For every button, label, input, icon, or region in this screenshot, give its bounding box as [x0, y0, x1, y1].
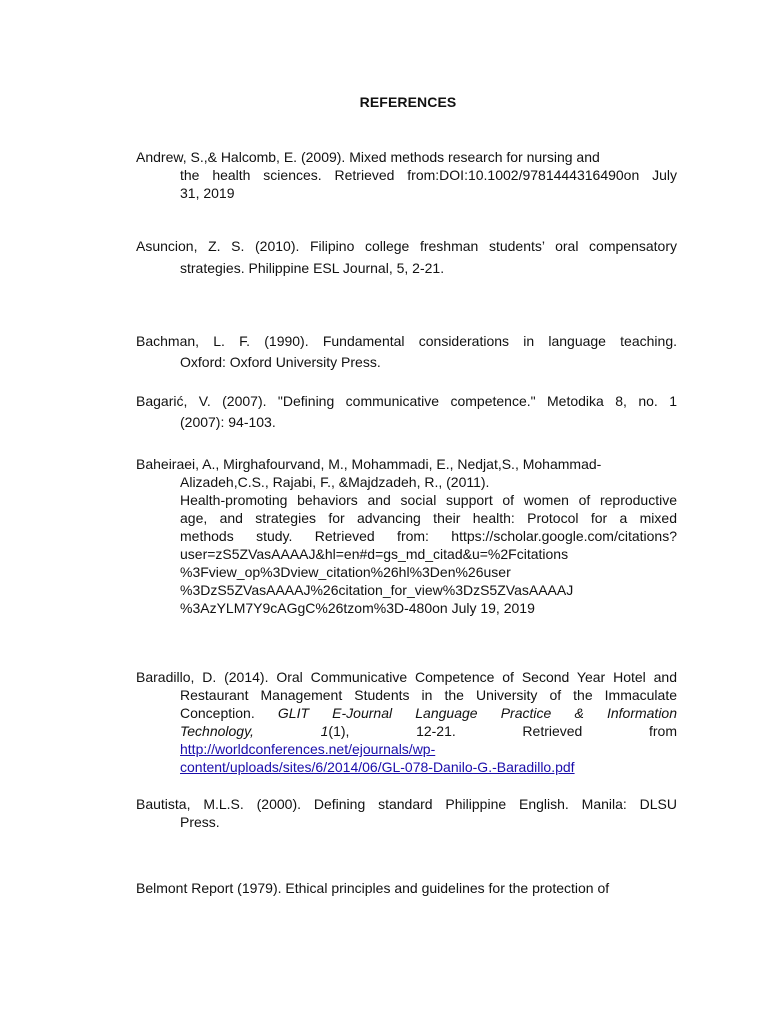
- reference-line: [136, 722, 677, 740]
- reference-entry-belmont: [136, 879, 677, 897]
- reference-line: Alizadeh,C.S., Rajabi, F., &Majdzadeh, R., (2011).: [180, 474, 490, 490]
- reference-line: Oxford: Oxford University Press.: [180, 354, 381, 370]
- reference-link[interactable]: http://worldconferences.net/ejournals/wp-: [180, 741, 436, 757]
- reference-line: strategies. Philippine ESL Journal, 5, 2-21.: [180, 260, 445, 276]
- page-range: 12-21.: [416, 723, 456, 739]
- reference-line: [136, 704, 677, 722]
- reference-line: Belmont Report (1979). Ethical principles and guidelines for the protection of: [136, 880, 610, 896]
- reference-line: (2007): 94-103.: [180, 414, 276, 430]
- reference-line: Bautista, M.L.S. (2000). Defining standard Philippine English. Manila: DLSU: [136, 796, 677, 812]
- reference-line: the health sciences. Retrieved from:DOI:10.1002/9781444316490on July: [180, 167, 677, 183]
- reference-entry-bachman: [136, 332, 677, 371]
- reference-line: Bachman, L. F. (1990). Fundamental considerations in language teaching.: [136, 333, 677, 349]
- journal-title: GLIT E-Journal Language Practice & Information: [277, 705, 677, 721]
- reference-line: [136, 740, 677, 758]
- reference-line: age, and strategies for advancing their health: Protocol for a mixed: [180, 510, 677, 526]
- reference-line: Press.: [180, 814, 220, 830]
- reference-entry-bautista: [136, 795, 677, 831]
- issue-number: (1),: [328, 723, 350, 739]
- reference-entry-baheiraei: [136, 455, 677, 617]
- reference-line: %3DzS5ZVasAAAAJ%26citation_for_view%3DzS5ZVasAAAAJ: [180, 582, 574, 598]
- reference-entry-baradillo: [136, 668, 677, 776]
- reference-line: Baheiraei, A., Mirghafourvand, M., Mohammadi, E., Nedjat,S., Mohammad-: [136, 456, 602, 472]
- reference-link[interactable]: content/uploads/sites/6/2014/06/GL-078-Danilo-G.-Baradillo.pdf: [180, 759, 575, 775]
- reference-line: methods study. Retrieved from: https://scholar.google.com/citations?: [180, 528, 677, 544]
- references-heading: REFERENCES: [359, 94, 457, 110]
- reference-text: Retrieved: [522, 723, 583, 739]
- reference-line: Asuncion, Z. S. (2010). Filipino college freshman students’ oral compensatory: [136, 238, 677, 254]
- reference-line: [136, 758, 677, 776]
- reference-entry-andrew: [136, 148, 677, 202]
- reference-line: Andrew, S.,& Halcomb, E. (2009). Mixed methods research for nursing and: [136, 149, 600, 165]
- reference-line: Restaurant Management Students in the University of the Immaculate: [180, 687, 677, 703]
- reference-text: from: [649, 723, 677, 739]
- reference-text: Conception.: [180, 705, 255, 721]
- reference-text: [321, 723, 350, 739]
- reference-line: Bagarić, V. (2007). "Defining communicative competence." Metodika 8, no. 1: [136, 393, 677, 409]
- reference-entry-bagaric: [136, 392, 677, 431]
- reference-line: %3AzYLM7Y9cAGgC%26tzom%3D-480on July 19, 2019: [180, 600, 535, 616]
- reference-entry-asuncion: [136, 237, 677, 277]
- journal-title: Technology,: [180, 723, 254, 739]
- reference-line: user=zS5ZVasAAAAJ&hl=en#d=gs_md_citad&u=%2Fcitations: [180, 546, 569, 562]
- reference-line: %3Fview_op%3Dview_citation%26hl%3Den%26user: [180, 564, 511, 580]
- reference-line: 31, 2019: [180, 185, 235, 201]
- reference-line: Baradillo, D. (2014). Oral Communicative Competence of Second Year Hotel and: [136, 669, 677, 685]
- reference-line: Health-promoting behaviors and social support of women of reproductive: [180, 492, 677, 508]
- volume-number: 1: [320, 723, 329, 739]
